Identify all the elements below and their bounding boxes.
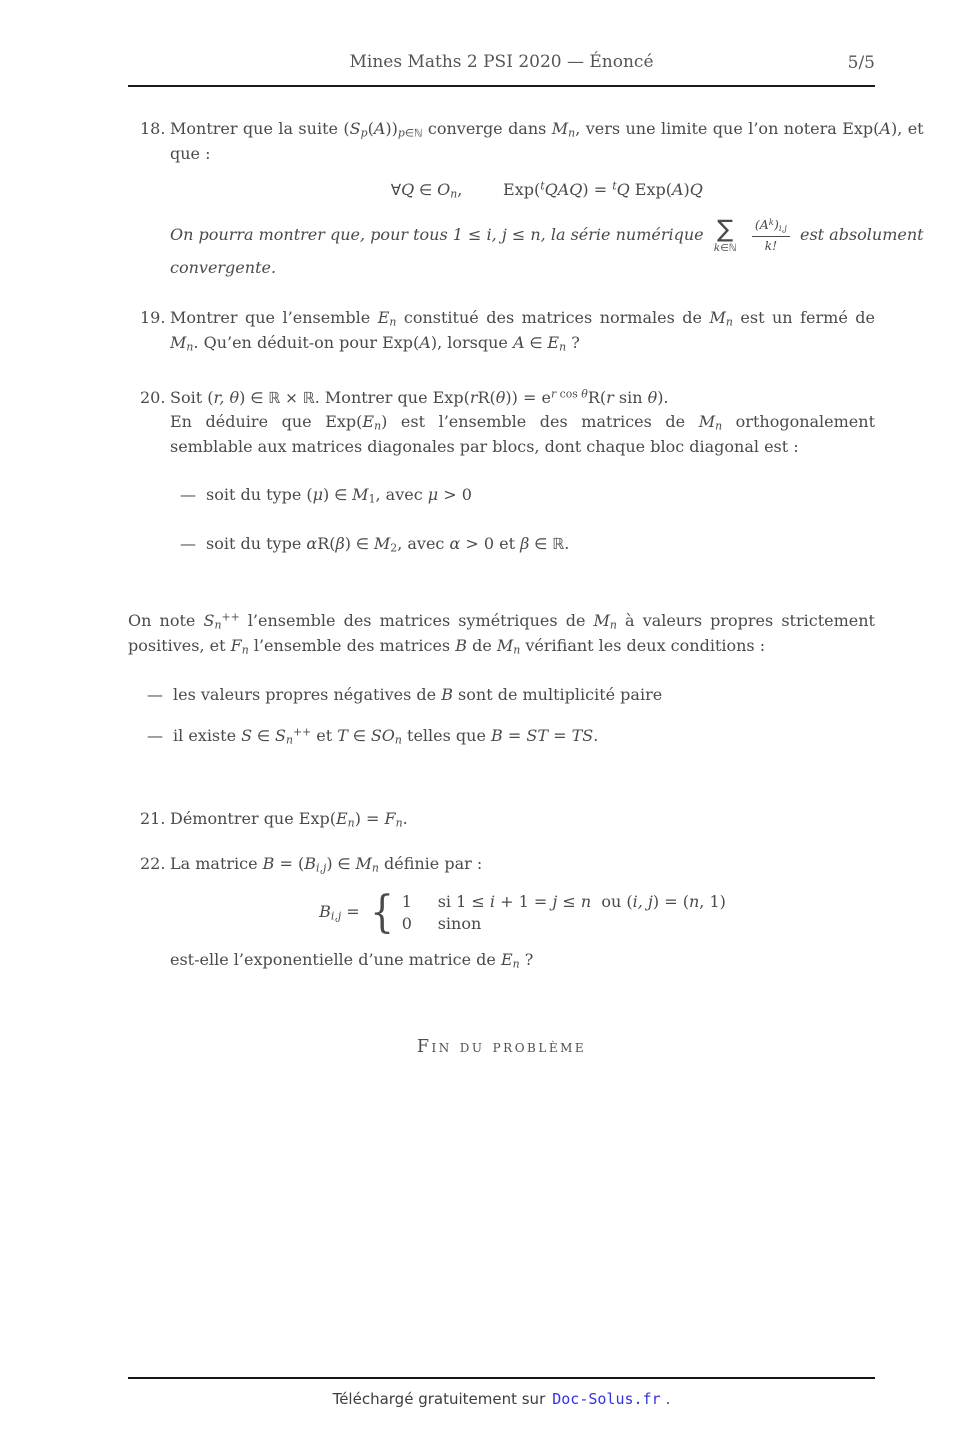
question-18: [140, 117, 924, 280]
fraction-denominator: k!: [764, 238, 778, 254]
question-21-number: 21.: [140, 809, 166, 829]
note-line-1: [170, 217, 924, 254]
question-22-body: [170, 852, 875, 973]
bullet-item-type-alpha: [180, 532, 875, 557]
question-19: [140, 306, 875, 356]
equation-display-18: ∀Q ∈ On, Exp($^t$QAQ) = $^t$Q Exp(A)Q: [390, 179, 703, 201]
cases-equation: [170, 887, 875, 939]
footer-text: Téléchargé gratuitement sur: [332, 1390, 546, 1408]
page-number: 5/5: [847, 53, 875, 73]
question-19-number: 19.: [140, 307, 166, 327]
bullet-dash: —: [147, 685, 163, 705]
case-condition: si 1 ≤ i + 1 = j ≤ n ou (i, j) = (n, 1): [437, 892, 726, 912]
cases-rows: [402, 891, 726, 934]
question-22-number: 22.: [140, 854, 166, 874]
footer-suffix: .: [665, 1390, 671, 1408]
condition-item-1: [147, 683, 875, 707]
case-value: 1: [401, 892, 412, 912]
bullet-text: soit du type αR(β) ∈ M2, avec α > 0 et β ∈ ℝ.: [206, 534, 570, 555]
question-22-closing: est-elle l’exponentielle d’une matrice de En ?: [170, 950, 534, 972]
question-20-number: 20.: [140, 388, 166, 408]
summation-symbol: ∑: [717, 215, 734, 243]
bullet-dash: —: [180, 534, 196, 554]
note-pre-text: On pourra montrer que, pour tous 1 ≤ i, j ≤ n, la série numérique: [170, 224, 704, 244]
condition-item-2: [147, 724, 875, 749]
question-18-text: Montrer que la suite (Sp(A))p∈ℕ converge dans Mn, vers une limite que l’on notera Exp(A), et que :: [170, 118, 924, 163]
question-19-text: Montrer que l’ensemble En constitué des matrices normales de Mn est un fermé de Mn. Qu’en déduit-on pour Exp(A), lorsque A ∈ En ?: [170, 307, 875, 354]
question-20-body: [170, 386, 875, 557]
condition-text: les valeurs propres négatives de B sont de multiplicité paire: [173, 685, 663, 705]
question-22: [140, 852, 875, 973]
bullet-dash: —: [180, 485, 196, 505]
case-condition: sinon: [437, 913, 482, 933]
bullet-dash: —: [147, 726, 163, 746]
condition-text: il existe S ∈ Sn++ et T ∈ SOn telles que B = ST = TS.: [173, 725, 599, 747]
question-20-line1: Soit (r, θ) ∈ ℝ × ℝ. Montrer que $Exp(rR(\theta)) = e^r$ $^{cos}$ $^\theta$R(r sin θ).: [170, 387, 669, 408]
question-18-number: 18.: [140, 118, 166, 138]
question-18-body: [170, 117, 924, 280]
summation-index: k∈ℕ: [713, 242, 737, 254]
question-21: [140, 807, 875, 832]
page-header: [128, 50, 875, 87]
bullet-text: soit du type (μ) ∈ M1, avec μ > 0: [206, 485, 472, 506]
footer-link[interactable]: Doc-Solus.fr: [552, 1390, 661, 1408]
fraction: [752, 217, 790, 253]
cases-brace: {: [369, 887, 394, 939]
case-row-1: [402, 891, 726, 913]
summation: [714, 217, 737, 254]
end-of-problem-label: Fin du problème: [416, 1036, 587, 1057]
note-line-2: convergente.: [170, 257, 277, 277]
question-21-text: Démontrer que Exp(En) = Fn.: [170, 809, 408, 830]
footer: [128, 1377, 875, 1411]
question-18-note: [170, 217, 924, 280]
question-20-line2: En déduire que Exp(En) est l’ensemble des matrices de Mn orthogonalement semblable aux matrices diagonales par blocs, dont chaque bloc diagonal est :: [170, 412, 876, 457]
definition-paragraph: On note Sn++ l’ensemble des matrices symétriques de Mn à valeurs propres strictement positives, et Fn l’ensemble des matrices B de Mn vérifiant les deux conditions :: [128, 610, 875, 657]
bullet-item-type-mu: [180, 483, 875, 508]
case-value: 0: [401, 913, 412, 933]
fraction-numerator: $(A^k)i,j$: [752, 217, 790, 237]
cases-lhs: Bi,j =: [319, 902, 360, 924]
question-22-text: La matrice B = (Bi,j) ∈ Mn définie par :: [170, 854, 483, 875]
question-20: [140, 386, 875, 557]
header-title: Mines Maths 2 PSI 2020 — Énoncé: [349, 52, 654, 72]
note-post-text: est absolument: [799, 224, 924, 244]
case-row-2: [402, 913, 726, 935]
